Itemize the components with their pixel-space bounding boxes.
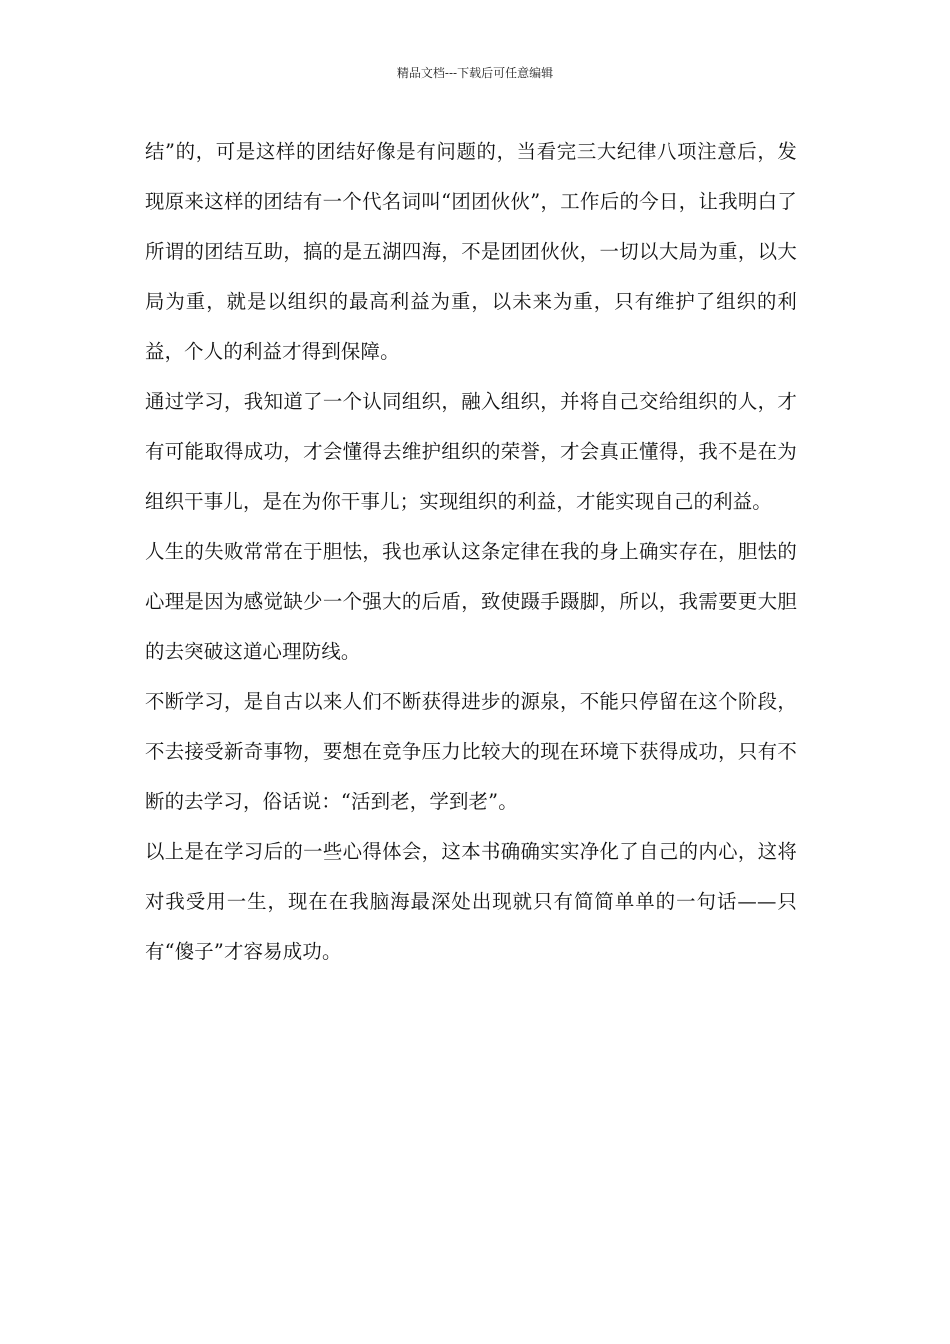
paragraph-4: 不断学习，是自古以来人们不断获得进步的源泉，不能只停留在这个阶段，不去接受新奇事物，要想在竞争压力比较大的现在环境下获得成功，只有不断的去学习，俗话说：“活到老，学到老”。: [145, 690, 797, 813]
paragraph-5: 以上是在学习后的一些心得体会，这本书确确实实净化了自己的内心，这将对我受用一生，现在在我脑海最深处出现就只有简简单单的一句话——只有“傻子”才容易成功。: [145, 840, 797, 963]
page-header: 精品文档---下载后可任意编辑: [396, 66, 554, 80]
paragraph-2: 通过学习，我知道了一个认同组织，融入组织，并将自己交给组织的人，才有可能取得成功，才会懂得去维护组织的荣誉，才会真正懂得，我不是在为组织干事儿，是在为你干事儿；实现组织的利益，才能实现自己的利益。: [145, 390, 797, 513]
paragraph-1: 结”的，可是这样的团结好像是有问题的，当看完三大纪律八项注意后，发现原来这样的团结有一个代名词叫“团团伙伙”，工作后的今日，让我明白了所谓的团结互助，搞的是五湖四海，不是团团伙伙，一切以大局为重，以大局为重，就是以组织的最高利益为重，以未来为重，只有维护了组织的利益，个人的利益才得到保障。: [145, 140, 797, 363]
document-body: [145, 127, 797, 977]
paragraph-3: 人生的失败常常在于胆怯，我也承认这条定律在我的身上确实存在，胆怯的心理是因为感觉缺少一个强大的后盾，致使蹑手蹑脚，所以，我需要更大胆的去突破这道心理防线。: [145, 540, 797, 663]
